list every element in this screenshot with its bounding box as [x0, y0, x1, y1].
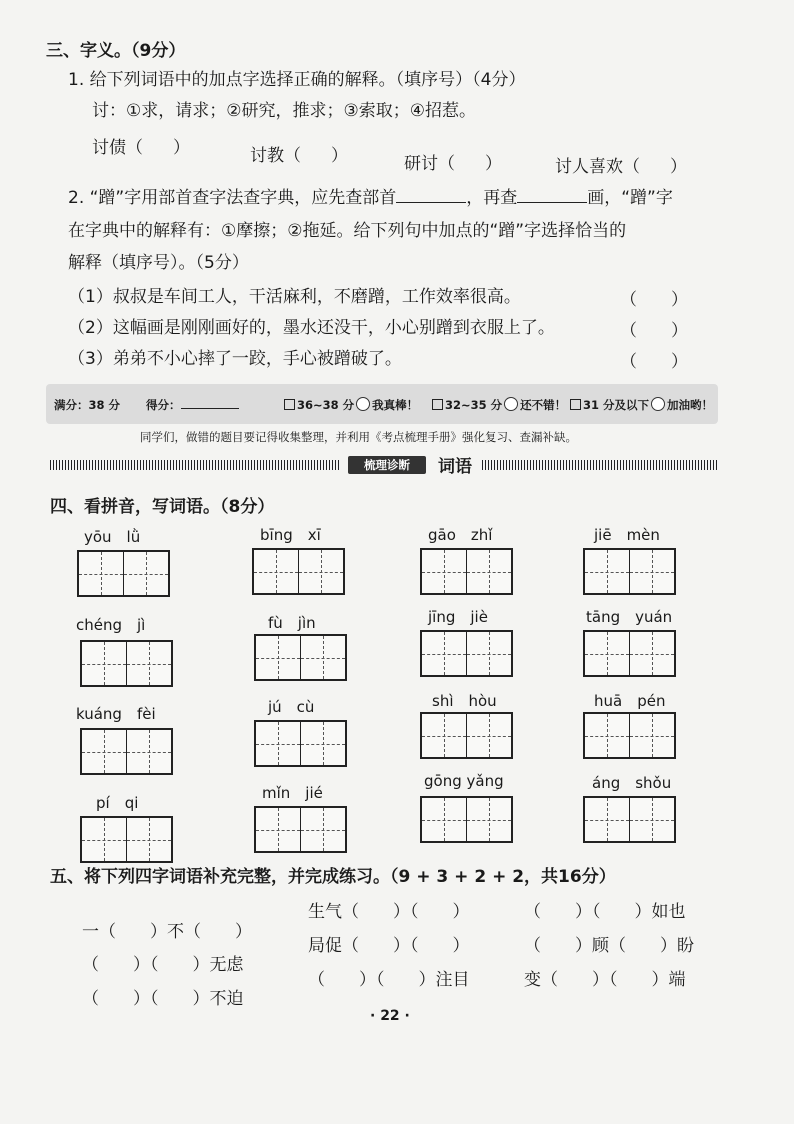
divider-hatch-left: [50, 460, 340, 470]
cheer-face-icon: [651, 397, 665, 411]
char-grid-9[interactable]: [80, 728, 173, 775]
char-grid-10[interactable]: [254, 720, 347, 767]
char-grid-13[interactable]: [80, 816, 173, 863]
radical-blank[interactable]: [396, 186, 466, 203]
pinyin-8: tāng yuán: [586, 608, 673, 626]
char-grid-7[interactable]: [420, 630, 513, 677]
pinyin-2: bīng xī: [260, 526, 321, 544]
q2-sentence-3: （3）弟弟不小心摔了一跤，手心被蹭破了。: [68, 349, 402, 369]
happy-face-icon: [504, 397, 518, 411]
pinyin-6: fù jìn: [268, 614, 316, 632]
divider-word: 词语: [438, 457, 472, 477]
smile-face-icon: [356, 397, 370, 411]
char-grid-3[interactable]: [420, 548, 513, 595]
char-grid-16[interactable]: [583, 796, 676, 843]
pinyin-10: jú cù: [268, 698, 315, 716]
q1-instruction: 1. 给下列词语中的加点字选择正确的解释。（填序号）（4分）: [68, 70, 526, 90]
idiom-1-2[interactable]: （ ）（ ）无虑: [82, 955, 244, 975]
pinyin-9: kuáng fèi: [76, 705, 156, 723]
q2-sentence-1: （1）叔叔是车间工人，干活麻利，不磨蹭，工作效率很高。: [68, 287, 521, 307]
section5-title: 五、将下列四字词语补充完整，并完成练习。（9 + 3 + 2 + 2，共16分）: [50, 867, 616, 887]
pinyin-5: chéng jì: [76, 616, 146, 634]
char-grid-2[interactable]: [252, 548, 345, 595]
char-grid-4[interactable]: [583, 548, 676, 595]
char-grid-14[interactable]: [254, 806, 347, 853]
section-divider: [50, 455, 718, 477]
char-grid-8[interactable]: [583, 630, 676, 677]
stroke-blank[interactable]: [517, 186, 587, 203]
checkbox-icon[interactable]: [284, 399, 295, 410]
q1-definitions: 讨：①求，请求；②研究，推求；③索取；④招惹。: [92, 101, 476, 121]
idiom-2-1[interactable]: 生气（ ）（ ）: [308, 902, 470, 922]
score-blank[interactable]: [181, 398, 239, 409]
idiom-1-1[interactable]: 一（ ）不（ ）: [82, 922, 252, 942]
char-grid-15[interactable]: [420, 796, 513, 843]
q2-line2: 在字典中的解释有：①摩擦；②拖延。给下列句中加点的“蹭”字选择恰当的: [68, 221, 627, 241]
section3-title: 三、字义。（9分）: [46, 41, 186, 61]
q1-word-2[interactable]: 讨教（ ）: [250, 146, 348, 166]
divider-tag: 梳理诊断: [348, 456, 426, 474]
idiom-3-2[interactable]: （ ）顾（ ）盼: [524, 936, 694, 956]
got-score: 得分：: [146, 397, 239, 413]
idiom-3-3[interactable]: 变（ ）（ ）端: [524, 970, 686, 990]
q2-answer-2[interactable]: （ ）: [620, 321, 688, 341]
pinyin-12: huā pén: [594, 692, 666, 710]
char-grid-6[interactable]: [254, 634, 347, 681]
char-grid-1[interactable]: [77, 550, 170, 597]
pinyin-13: pí qi: [96, 794, 139, 812]
pinyin-3: gāo zhǐ: [428, 526, 493, 544]
range-3: 31 分及以下 加油哟！: [570, 397, 713, 413]
char-grid-11[interactable]: [420, 712, 513, 759]
pinyin-16: áng shǒu: [592, 774, 672, 792]
pinyin-7: jīng jiè: [428, 608, 488, 626]
char-grid-12[interactable]: [583, 712, 676, 759]
full-score: 满分：38 分: [54, 398, 121, 412]
idiom-2-3[interactable]: （ ）（ ）注目: [308, 970, 470, 990]
q2-line1: 2. “蹭”字用部首查字法查字典，应先查部首 ，再查 画，“蹭”字: [68, 188, 673, 208]
pinyin-15: gōng yǎng: [424, 772, 504, 790]
pinyin-14: mǐn jié: [262, 784, 323, 802]
q2-line3: 解释（填序号）。（5分）: [68, 253, 249, 273]
pinyin-11: shì hòu: [432, 692, 497, 710]
divider-hatch-right: [482, 460, 718, 470]
idiom-3-1[interactable]: （ ）（ ）如也: [524, 902, 686, 922]
idiom-1-3[interactable]: （ ）（ ）不迫: [82, 989, 244, 1009]
section4-title: 四、看拼音，写词语。（8分）: [50, 497, 275, 517]
idiom-2-2[interactable]: 局促（ ）（ ）: [308, 936, 470, 956]
pinyin-4: jiē mèn: [594, 526, 660, 544]
char-grid-5[interactable]: [80, 640, 173, 687]
score-bar: [46, 384, 718, 424]
pinyin-1: yōu lǜ: [84, 528, 141, 546]
q2-sentence-2: （2）这幅画是刚刚画好的，墨水还没干，小心别蹭到衣服上了。: [68, 318, 555, 338]
q2-answer-3[interactable]: （ ）: [620, 352, 688, 372]
review-note: 同学们，做错的题目要记得收集整理，并利用《考点梳理手册》强化复习、查漏补缺。: [140, 430, 577, 444]
checkbox-icon[interactable]: [432, 399, 443, 410]
q2-answer-1[interactable]: （ ）: [620, 290, 688, 310]
q1-word-4[interactable]: 讨人喜欢（ ）: [555, 157, 687, 177]
page-number: · 22 ·: [370, 1008, 410, 1024]
range-2: 32~35 分 还不错！: [432, 397, 566, 413]
checkbox-icon[interactable]: [570, 399, 581, 410]
q1-word-3[interactable]: 研讨（ ）: [404, 154, 502, 174]
q1-word-1[interactable]: 讨债（ ）: [92, 138, 190, 158]
range-1: 36~38 分 我真棒！: [284, 397, 418, 413]
